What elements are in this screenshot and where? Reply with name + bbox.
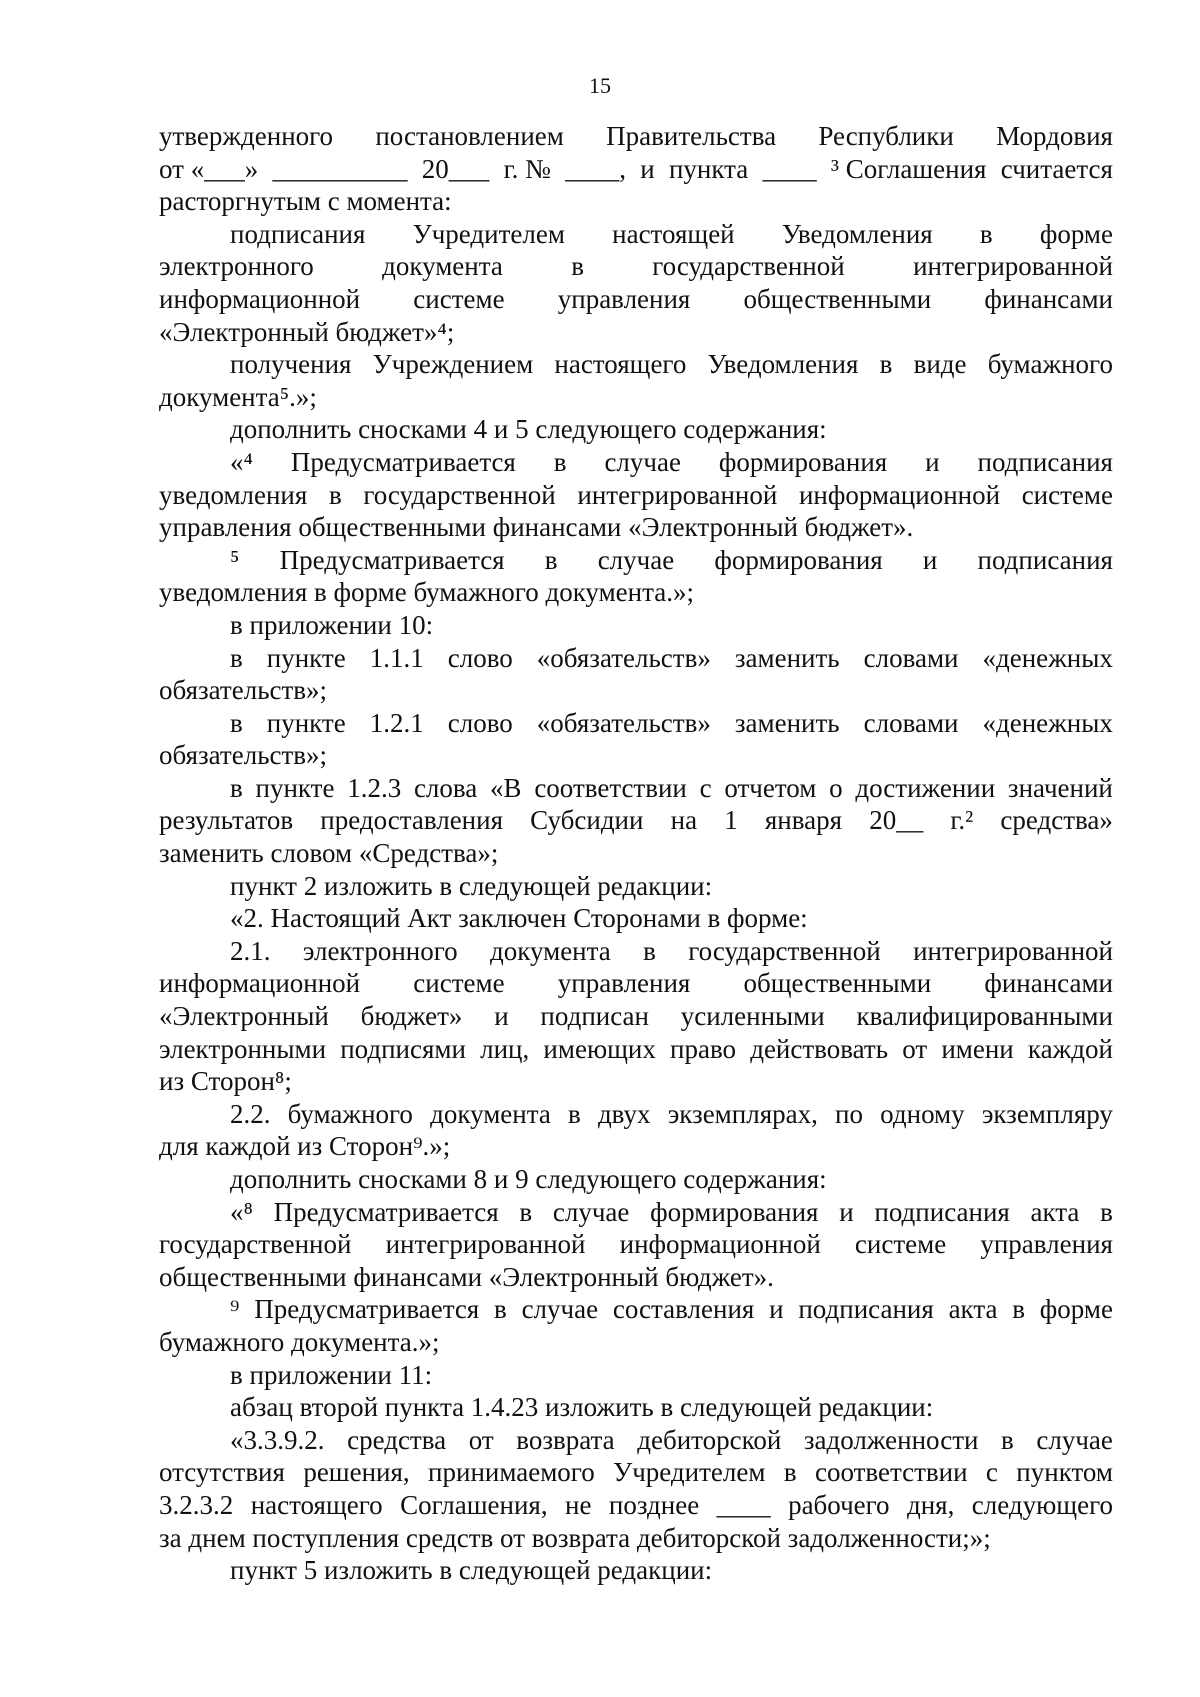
text-line: [159, 218, 1113, 251]
text-word: в: [1100, 1196, 1113, 1227]
text-word: экземпляру: [981, 1098, 1113, 1129]
text-word: подписания: [230, 218, 366, 249]
text-word: Учреждением: [372, 349, 534, 380]
text-word: ____: [716, 1489, 771, 1520]
text-word: и: [494, 1001, 509, 1032]
text-word: в: [1001, 1424, 1014, 1455]
text-word: формирования: [714, 544, 883, 575]
text-word: подписания: [977, 446, 1113, 477]
text-word: дополнить сносками 8 и 9 следующего содержания:: [230, 1164, 827, 1194]
document-body: [159, 120, 1113, 1587]
text-word: постановлением: [375, 121, 564, 151]
text-word: формирования: [650, 1196, 819, 1227]
text-word: системе: [1021, 479, 1113, 510]
text-word: управления общественными финансами «Электронный бюджет».: [159, 512, 914, 543]
text-word: дополнить сносками 4 и 5 следующего содержания:: [230, 414, 827, 445]
text-line: [159, 1456, 1113, 1489]
text-word: «В: [490, 772, 522, 803]
text-word: 2.2.: [230, 1098, 271, 1129]
text-line: [159, 902, 1113, 935]
text-word: достижении: [855, 772, 996, 803]
text-word: информационной: [159, 968, 361, 999]
text-word: января: [764, 805, 843, 836]
text-word: г.²: [950, 805, 974, 836]
text-word: документа: [382, 251, 503, 282]
text-line: [159, 935, 1113, 968]
text-word: словами: [863, 642, 959, 673]
text-word: соответствии: [814, 1457, 968, 1488]
text-line: [159, 1391, 1113, 1424]
text-word: пункте: [266, 707, 346, 738]
text-word: ____,: [565, 153, 626, 184]
text-word: двух: [597, 1098, 651, 1129]
text-word: усиленными: [680, 1001, 825, 1032]
text-word: подписан: [540, 1001, 649, 1032]
text-word: в: [571, 251, 584, 282]
text-line: [159, 576, 1113, 609]
text-line: [159, 1554, 1113, 1587]
text-line: [159, 1196, 1113, 1229]
text-word: с: [985, 1457, 998, 1488]
text-word: 20___: [421, 153, 490, 184]
text-word: управления: [980, 1229, 1113, 1260]
text-word: бумажного документа.»;: [159, 1326, 440, 1357]
text-word: лиц,: [480, 1033, 530, 1064]
text-word: составления: [612, 1294, 755, 1325]
text-line: [159, 1522, 1113, 1555]
text-word: отсутствия: [159, 1457, 285, 1488]
text-line: [159, 250, 1113, 283]
text-word: в: [328, 479, 342, 510]
text-word: 2.1.: [230, 935, 271, 966]
text-word: электронного: [302, 935, 458, 966]
text-word: Учредителем: [613, 1457, 766, 1488]
text-line: [159, 316, 1113, 349]
text-line: [159, 153, 1113, 186]
text-word: дебиторской: [637, 1424, 782, 1455]
text-word: отчетом: [724, 772, 817, 803]
text-word: Учредителем: [412, 218, 565, 249]
text-word: 1.1.1: [369, 642, 424, 673]
text-word: подписания: [977, 544, 1113, 575]
text-word: информационной: [798, 479, 1001, 510]
text-line: [159, 642, 1113, 675]
text-word: случае: [604, 446, 681, 477]
text-word: в: [568, 1098, 581, 1129]
text-word: пункте: [266, 642, 346, 673]
text-line: [159, 1065, 1113, 1098]
text-line: [159, 1000, 1113, 1033]
text-word: настоящего: [250, 1489, 383, 1520]
text-line: [159, 1228, 1113, 1261]
text-word: слово: [447, 642, 513, 673]
text-word: для каждой из Сторон⁹.»;: [159, 1131, 451, 1162]
text-word: «Электронный: [159, 1001, 329, 1032]
text-word: предоставления: [320, 805, 504, 836]
text-word: 3.2.3.2: [159, 1489, 234, 1520]
text-line: [159, 381, 1113, 414]
text-word: по: [835, 1098, 863, 1129]
text-word: «⁸: [230, 1196, 253, 1227]
text-line: [159, 348, 1113, 381]
text-word: «обязательств»: [536, 642, 711, 673]
text-word: случае: [521, 1294, 599, 1325]
text-word: пункт 5 изложить в следующей редакции:: [230, 1555, 713, 1586]
text-word: от: [468, 1424, 494, 1455]
text-word: 20__: [869, 805, 924, 836]
text-word: государственной: [688, 935, 881, 966]
text-word: общественными: [743, 968, 932, 999]
text-word: рабочего: [788, 1489, 890, 1520]
text-word: квалифицированными: [856, 1001, 1113, 1032]
text-word: г. №: [503, 153, 551, 184]
text-word: Соглашения,: [400, 1489, 548, 1520]
text-word: из Сторон⁸;: [159, 1066, 292, 1097]
text-word: одному: [880, 1098, 965, 1129]
text-line: [159, 1359, 1113, 1392]
text-line: [159, 1489, 1113, 1522]
text-word: результатов: [159, 805, 294, 836]
text-word: виде: [913, 349, 967, 380]
text-word: в приложении 10:: [230, 609, 434, 640]
text-word: интегрированной: [913, 935, 1113, 966]
text-word: акта: [948, 1294, 998, 1325]
text-word: случае: [552, 1196, 630, 1227]
text-word: в: [643, 935, 656, 966]
text-word: имени: [941, 1033, 1014, 1064]
text-word: в: [230, 772, 243, 803]
text-word: ⁹: [230, 1294, 240, 1325]
text-word: «3.3.9.2.: [230, 1424, 325, 1455]
text-line: [159, 967, 1113, 1000]
text-word: документа: [430, 1098, 551, 1129]
text-word: форме: [1039, 218, 1113, 249]
text-word: от «___»: [159, 153, 259, 184]
text-word: в: [494, 1294, 507, 1325]
text-word: финансами: [984, 968, 1113, 999]
text-word: и: [640, 153, 655, 184]
text-word: форме: [1039, 1294, 1113, 1325]
text-word: заменить: [734, 707, 840, 738]
text-word: и: [769, 1294, 784, 1325]
text-word: не: [565, 1489, 592, 1520]
text-line: [159, 185, 1113, 218]
text-word: Предусматривается: [273, 1196, 499, 1227]
text-line: [159, 120, 1113, 153]
text-line: [159, 283, 1113, 316]
text-word: управления: [557, 283, 691, 314]
text-word: обязательств»;: [159, 740, 328, 771]
text-word: финансами: [984, 283, 1113, 314]
text-line: [159, 1424, 1113, 1457]
text-word: государственной: [363, 479, 556, 510]
text-word: о: [829, 772, 843, 803]
text-word: случае: [597, 544, 675, 575]
text-line: [159, 674, 1113, 707]
text-word: от: [902, 1033, 928, 1064]
text-word: Уведомления: [781, 218, 933, 249]
text-line: [159, 772, 1113, 805]
text-word: слово: [447, 707, 513, 738]
text-word: формирования: [718, 446, 888, 477]
text-word: в: [879, 349, 893, 380]
text-word: интегрированной: [385, 1229, 586, 1260]
text-word: «2. Настоящий Акт заключен Сторонами в форме:: [230, 903, 808, 934]
text-line: [159, 1261, 1113, 1294]
text-word: подписания: [798, 1294, 934, 1325]
text-word: подписания: [874, 1196, 1010, 1227]
text-word: в: [783, 1457, 797, 1488]
text-word: 1: [724, 805, 738, 836]
text-word: в: [544, 544, 558, 575]
text-word: Предусматривается: [279, 544, 505, 575]
text-line: [159, 707, 1113, 740]
text-word: действовать: [750, 1033, 889, 1064]
text-word: заменить: [734, 642, 840, 673]
text-word: пункт 2 изложить в следующей редакции:: [230, 870, 713, 901]
text-line: [159, 544, 1113, 577]
text-word: Правительства: [606, 121, 777, 151]
text-word: информационной: [159, 283, 361, 314]
text-word: бумажного: [987, 349, 1113, 380]
text-word: принимаемого: [428, 1457, 595, 1488]
text-line: [159, 1130, 1113, 1163]
text-word: Субсидии: [530, 805, 644, 836]
text-word: уведомления: [159, 479, 308, 510]
text-word: пункта: [668, 153, 749, 184]
text-word: в: [230, 707, 243, 738]
text-word: позднее: [608, 1489, 700, 1520]
text-word: ____: [762, 153, 817, 184]
text-word: бумажного: [287, 1098, 413, 1129]
text-word: документа: [490, 935, 611, 966]
text-word: решения,: [303, 1457, 410, 1488]
text-word: с: [699, 772, 712, 803]
text-word: подписями: [340, 1033, 466, 1064]
text-line: [159, 739, 1113, 772]
text-word: слова: [413, 772, 478, 803]
text-word: документа⁵.»;: [159, 381, 317, 412]
text-word: в: [553, 446, 567, 477]
text-word: пункте: [255, 772, 335, 803]
text-word: общественными финансами «Электронный бюджет».: [159, 1261, 774, 1292]
text-word: акта: [1030, 1196, 1080, 1227]
text-line: [159, 479, 1113, 512]
text-word: и: [925, 446, 940, 477]
text-line: [159, 1033, 1113, 1066]
text-word: дня,: [907, 1489, 955, 1520]
text-word: средства: [347, 1424, 447, 1455]
text-word: случае: [1036, 1424, 1113, 1455]
text-word: утвержденного: [159, 121, 334, 151]
text-word: бюджет»: [360, 1001, 463, 1032]
text-word: имеющих: [543, 1033, 656, 1064]
text-word: управления: [557, 968, 691, 999]
text-word: в приложении 11:: [230, 1359, 433, 1390]
text-word: следующего: [971, 1489, 1113, 1520]
text-word: электронными: [159, 1033, 327, 1064]
text-word: в: [979, 218, 993, 249]
text-line: [159, 1163, 1113, 1196]
text-word: государственной: [652, 251, 845, 282]
text-word: расторгнутым с момента:: [159, 186, 452, 217]
text-word: системе: [413, 283, 505, 314]
text-line: [159, 1293, 1113, 1326]
text-word: и: [922, 544, 938, 575]
text-line: [159, 837, 1113, 870]
text-word: средства»: [1000, 805, 1113, 836]
text-word: право: [670, 1033, 737, 1064]
text-word: интегрированной: [577, 479, 778, 510]
text-word: настоящего: [554, 349, 687, 380]
text-word: «денежных: [982, 707, 1113, 738]
text-line: [159, 446, 1113, 479]
text-word: «денежных: [982, 642, 1113, 673]
text-word: интегрированной: [913, 251, 1113, 282]
text-line: [159, 1326, 1113, 1359]
text-line: [159, 1098, 1113, 1131]
text-word: Предусматривается: [254, 1294, 480, 1325]
text-word: в: [519, 1196, 533, 1227]
text-word: соответствии: [534, 772, 687, 803]
text-word: и: [839, 1196, 854, 1227]
text-word: обязательств»;: [159, 675, 328, 706]
text-word: в: [1012, 1294, 1025, 1325]
text-word: информационной: [619, 1229, 821, 1260]
text-word: «Электронный бюджет»⁴;: [159, 316, 455, 347]
text-line: [159, 511, 1113, 544]
text-word: получения: [230, 349, 352, 380]
text-word: возврата: [516, 1424, 615, 1455]
page-number: 15: [589, 73, 611, 98]
text-word: заменить словом «Средства»;: [159, 838, 499, 869]
text-word: на: [670, 805, 698, 836]
text-word: системе: [854, 1229, 947, 1260]
text-word: словами: [863, 707, 959, 738]
text-line: [159, 870, 1113, 903]
text-word: задолженности: [803, 1424, 979, 1455]
text-word: 1.2.1: [369, 707, 424, 738]
text-word: системе: [413, 968, 505, 999]
text-word: 1.2.3: [347, 772, 402, 803]
text-word: в: [230, 642, 243, 673]
text-word: «⁴: [230, 446, 253, 477]
text-line: [159, 804, 1113, 837]
text-word: уведомления в форме бумажного документа.»;: [159, 577, 694, 608]
text-line: [159, 609, 1113, 642]
text-word: Уведомления: [707, 349, 859, 380]
text-word: общественными: [743, 283, 932, 314]
text-word: каждой: [1027, 1033, 1113, 1064]
text-word: абзац второй пункта 1.4.23 изложить в следующей редакции:: [230, 1392, 934, 1423]
text-word: экземплярах,: [667, 1098, 818, 1129]
text-word: пунктом: [1016, 1457, 1113, 1488]
text-word: считается: [1000, 153, 1113, 184]
text-word: Предусматривается: [290, 446, 516, 477]
text-word: настоящей: [612, 218, 735, 249]
text-word: __________: [272, 153, 408, 184]
text-word: за днем поступления средств от возврата дебиторской задолженности;»;: [159, 1522, 991, 1553]
text-word: Республики: [818, 121, 954, 151]
text-word: значений: [1007, 772, 1113, 803]
text-word: «обязательств»: [536, 707, 711, 738]
text-word: Мордовия: [996, 121, 1113, 151]
text-word: ³ Соглашения: [830, 153, 987, 184]
text-word: электронного: [159, 251, 314, 282]
text-line: [159, 413, 1113, 446]
text-word: государственной: [159, 1229, 352, 1260]
text-word: ⁵: [230, 544, 240, 575]
